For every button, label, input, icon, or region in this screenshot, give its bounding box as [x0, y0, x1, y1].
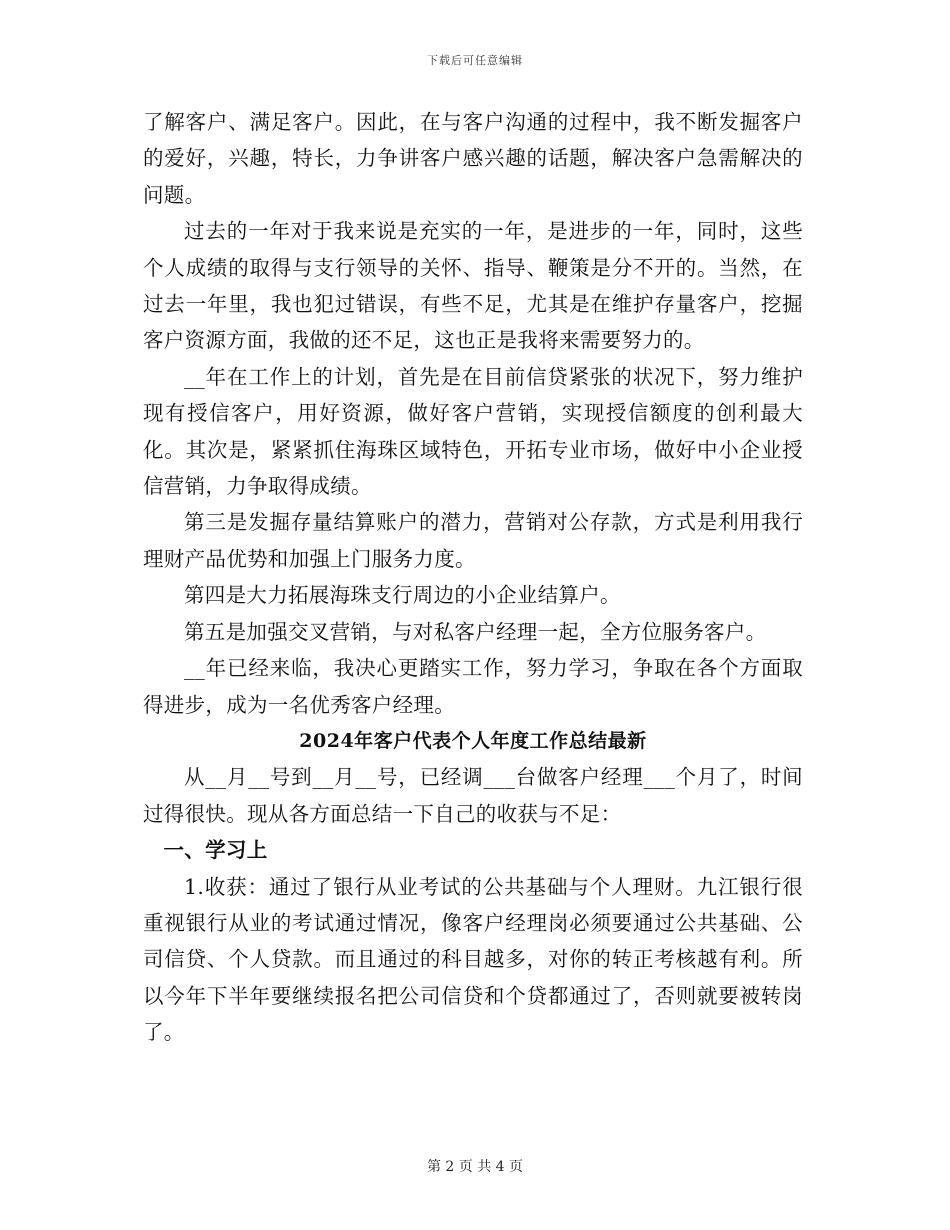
document-body: [143, 104, 803, 1051]
document-title: 2024年客户代表个人年度工作总结最新: [299, 729, 647, 752]
paragraph-gains: 1.收获：通过了银行从业考试的公共基础与个人理财。九江银行很重视银行从业的考试通过情况，像客户经理岗必须要通过公共基础、公司信贷、个人贷款。而且通过的科目越多，对你的转正考核越有利。所以今年下半年要继续报名把公司信贷和个贷都通过了，否则就要被转岗了。: [143, 874, 803, 1045]
paragraph-third: 第三是发掘存量结算账户的潜力，营销对公存款，方式是利用我行理财产品优势和加强上门服务力度。: [143, 510, 803, 571]
paragraph-past-year: 过去的一年对于我来说是充实的一年，是进步的一年，同时，这些个人成绩的取得与支行领导的关怀、指导、鞭策是分不开的。当然，在过去一年里，我也犯过错误，有些不足，尤其是在维护存量客户，挖掘客户资源方面，我做的还不足，这也正是我将来需要努力的。: [143, 219, 803, 353]
page-header: 下载后可任意编辑: [427, 54, 523, 67]
paragraph-fourth: 第四是大力拓展海珠支行周边的小企业结算户。: [184, 583, 621, 608]
page-footer: 第 2 页 共 4 页: [426, 1159, 524, 1175]
section-heading-study: 一、学习上: [163, 838, 268, 863]
paragraph-plan: __年在工作上的计划，首先是在目前信贷紧张的状况下，努力维护现有授信客户，用好资源，做好客户营销，实现授信额度的创利最大化。其次是，紧紧抓住海珠区域特色，开拓专业市场，做好中小企业授信营销，力争取得成绩。: [143, 364, 803, 499]
paragraph-continuation: 了解客户、满足客户。因此，在与客户沟通的过程中，我不断发掘客户的爱好，兴趣，特长，力争讲客户感兴趣的话题，解决客户急需解决的问题。: [143, 110, 803, 207]
paragraph-fifth: 第五是加强交叉营销，与对私客户经理一起，全方位服务客户。: [184, 619, 767, 644]
paragraph-resolution: __年已经来临，我决心更踏实工作，努力学习，争取在各个方面取得进步，成为一名优秀客户经理。: [143, 656, 803, 717]
paragraph-intro: 从__月__号到__月__号，已经调___台做客户经理___个月了，时间过得很快。现从各方面总结一下自己的收获与不足：: [143, 765, 803, 826]
